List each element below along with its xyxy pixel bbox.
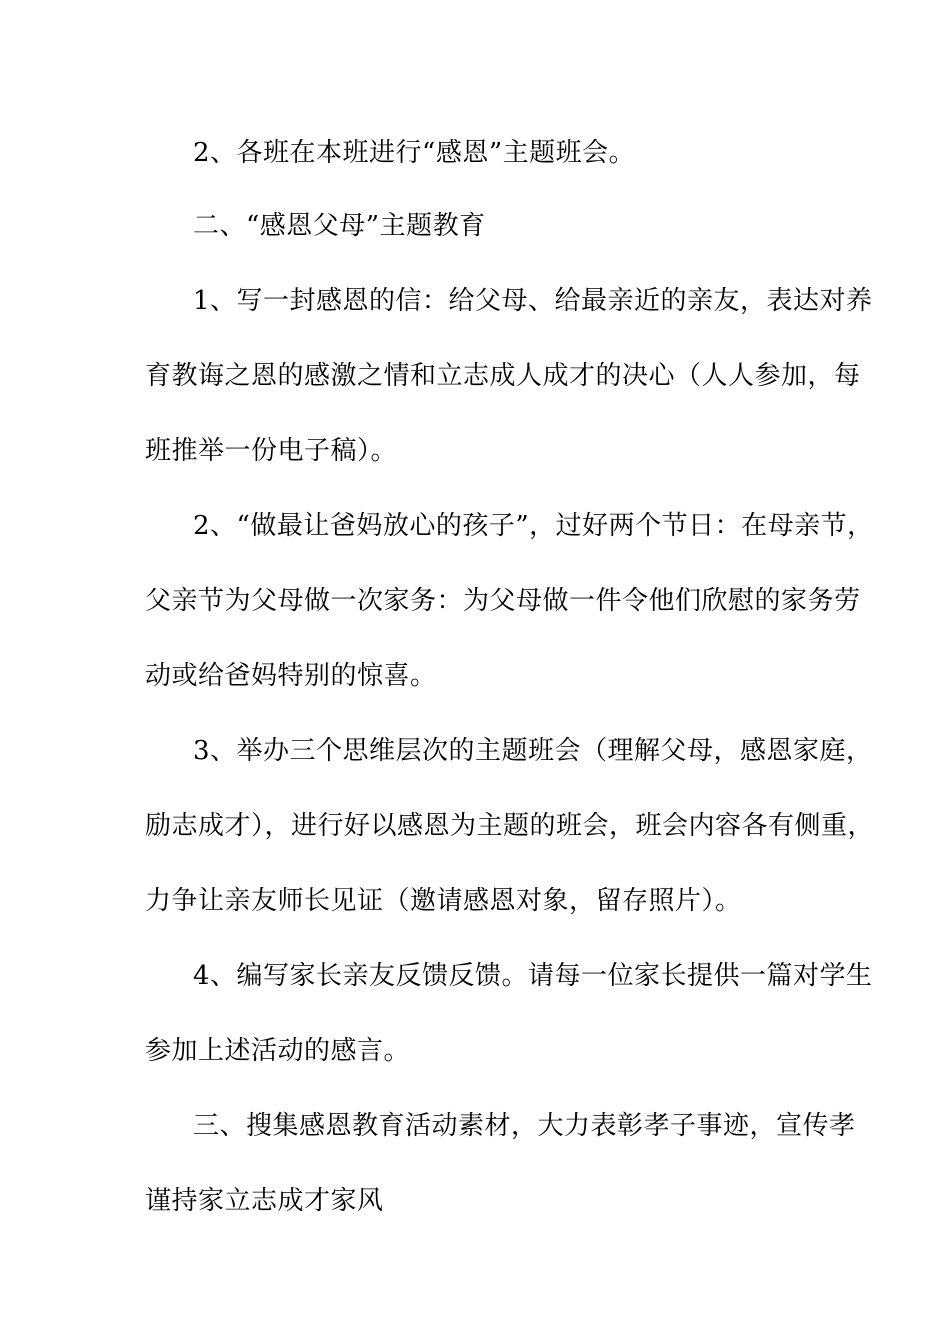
paragraph-line: 2、“做最让爸妈放心的孩子”，过好两个节日：在母亲节， (193, 511, 874, 541)
section-heading: 二、“感恩父母”主题教育 (193, 211, 486, 241)
paragraph-line: 父亲节为父母做一次家务：为父母做一件令他们欣慰的家务劳 (145, 586, 861, 616)
paragraph-line: 励志成才），进行好以感恩为主题的班会，班会内容各有侧重， (145, 811, 875, 841)
paragraph-line: 3、举办三个思维层次的主题班会（理解父母，感恩家庭， (193, 736, 873, 766)
paragraph-line: 参加上述活动的感言。 (145, 1036, 411, 1066)
section-heading: 三、搜集感恩教育活动素材，大力表彰孝子事迹，宣传孝 (193, 1111, 856, 1141)
paragraph-line: 4、编写家长亲友反馈反馈。请每一位家长提供一篇对学生 (193, 961, 873, 991)
paragraph-line: 育教诲之恩的感激之情和立志成人成才的决心（人人参加，每 (145, 361, 861, 391)
paragraph-line: 谨持家立志成才家风 (145, 1186, 384, 1216)
paragraph-line: 动或给爸妈特别的惊喜。 (145, 661, 437, 691)
paragraph-line: 1、写一封感恩的信：给父母、给最亲近的亲友，表达对养 (193, 286, 873, 316)
paragraph-line: 2、各班在本班进行“感恩”主题班会。 (193, 138, 636, 168)
paragraph-line: 班推举一份电子稿）。 (145, 436, 398, 466)
paragraph-line: 力争让亲友师长见证（邀请感恩对象，留存照片）。 (145, 886, 742, 916)
